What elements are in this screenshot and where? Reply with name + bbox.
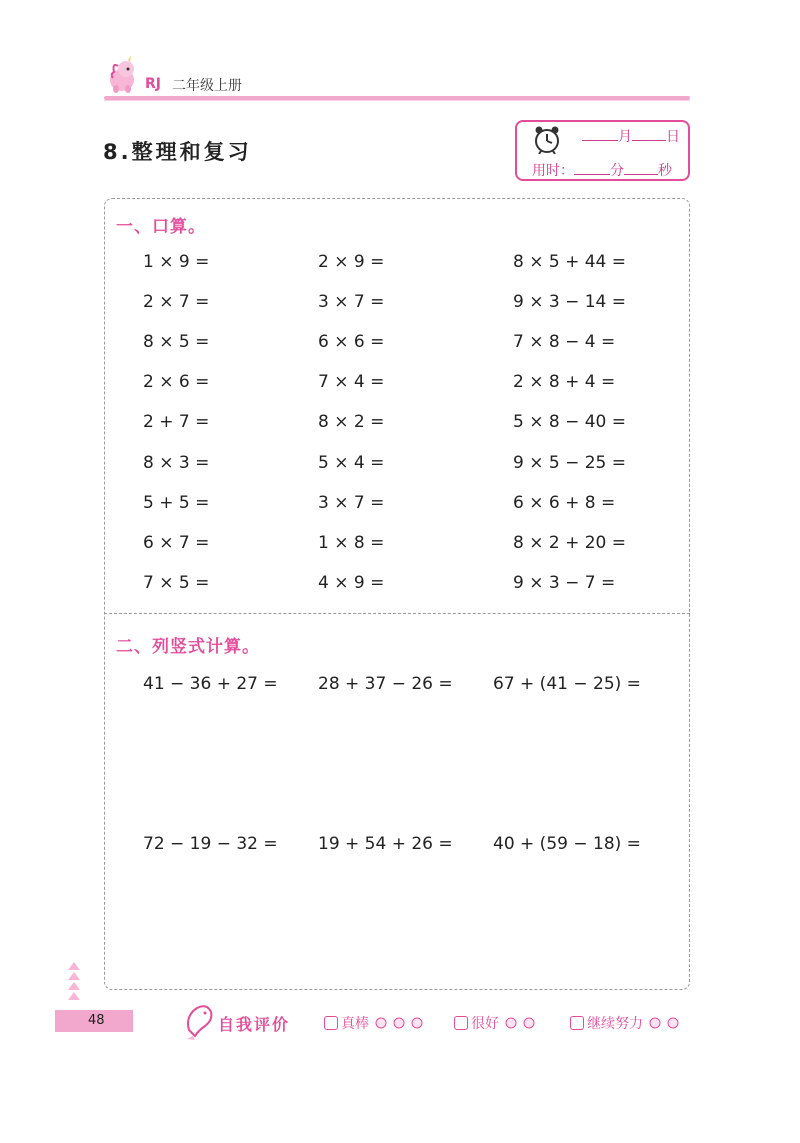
eval-option-label: 真棒 [341, 1016, 369, 1032]
oral-calc-problem: 7 × 8 − 4 = [513, 332, 616, 353]
oral-calc-problem: 6 × 6 = [318, 332, 385, 353]
vertical-calc-problem: 41 − 36 + 27 = [143, 674, 278, 694]
eval-option-good[interactable] [454, 1013, 537, 1033]
oral-calc-problem: 8 × 2 = [318, 412, 385, 433]
two-suns-icon [503, 1015, 537, 1031]
minute-label: 分 [610, 163, 624, 179]
oral-calc-problem: 2 + 7 = [143, 412, 210, 433]
oral-calc-problem: 8 × 3 = [143, 452, 210, 473]
oral-calc-problem: 9 × 3 − 7 = [513, 572, 616, 593]
vertical-calc-problem: 72 − 19 − 32 = [143, 834, 278, 854]
checkbox[interactable] [454, 1016, 468, 1030]
vertical-calc-problem: 19 + 54 + 26 = [318, 834, 453, 854]
oral-calc-problem: 2 × 8 + 4 = [513, 372, 616, 393]
oral-calc-problem: 2 × 6 = [143, 372, 210, 393]
page-number: 48 [88, 1013, 105, 1028]
oral-calc-problem: 5 × 8 − 40 = [513, 412, 627, 433]
oral-calc-problem: 1 × 8 = [318, 532, 385, 553]
oral-calc-problem: 8 × 2 + 20 = [513, 532, 627, 553]
three-suns-icon [373, 1015, 425, 1031]
book-title: 二年级上册 [172, 78, 242, 94]
vertical-calc-problem: 40 + (59 − 18) = [493, 834, 641, 854]
oral-calc-problem: 1 × 9 = [143, 252, 210, 272]
oral-calc-problem: 9 × 5 − 25 = [513, 452, 627, 473]
section-divider [104, 613, 690, 614]
day-label: 日 [666, 129, 680, 145]
eval-option-keep-trying[interactable] [570, 1013, 681, 1033]
edition-label: RJ [145, 76, 161, 92]
alarm-clock-icon [532, 124, 562, 154]
second-blank[interactable] [624, 160, 658, 175]
month-field[interactable] [582, 126, 680, 146]
time-label: 用时： [532, 163, 574, 179]
oral-calc-problem: 6 × 6 + 8 = [513, 492, 616, 513]
oral-calc-problem: 2 × 9 = [318, 252, 385, 272]
time-field[interactable] [532, 160, 672, 180]
oral-calc-problem: 7 × 5 = [143, 572, 210, 593]
checkbox[interactable] [570, 1016, 584, 1030]
unicorn-mascot-icon [104, 56, 140, 96]
checkbox[interactable] [324, 1016, 338, 1030]
vertical-calc-problem: 28 + 37 − 26 = [318, 674, 453, 694]
lesson-title: 8.整理和复习 [103, 140, 252, 164]
header-rule-thin [104, 100, 690, 101]
eval-option-label: 继续努力 [587, 1016, 643, 1032]
oral-calc-problem: 5 × 4 = [318, 452, 385, 473]
chevron-up-decoration-icon [64, 958, 84, 1006]
oral-calc-problem: 3 × 7 = [318, 492, 385, 513]
eval-option-label: 很好 [471, 1016, 499, 1032]
eval-option-great[interactable] [324, 1013, 425, 1033]
oral-calc-problem: 5 + 5 = [143, 492, 210, 513]
day-blank[interactable] [632, 126, 666, 141]
dolphin-mascot-icon [183, 1000, 217, 1040]
oral-calc-problem: 6 × 7 = [143, 532, 210, 553]
exercise-panel [104, 198, 690, 990]
month-label: 月 [618, 129, 632, 145]
oral-calc-problem: 8 × 5 + 44 = [513, 252, 627, 272]
self-evaluation-label: 自我评价 [218, 1015, 291, 1034]
minute-blank[interactable] [574, 160, 610, 175]
second-label: 秒 [658, 163, 672, 179]
oral-calc-problem: 2 × 7 = [143, 292, 210, 313]
section2-title: 二、列竖式计算。 [116, 637, 260, 657]
month-blank[interactable] [582, 126, 618, 141]
oral-calc-problem: 4 × 9 = [318, 572, 385, 593]
oral-calc-problem: 7 × 4 = [318, 372, 385, 393]
two-suns-icon [647, 1015, 681, 1031]
oral-calc-problem: 9 × 3 − 14 = [513, 292, 627, 313]
vertical-calc-problem: 67 + (41 − 25) = [493, 674, 641, 694]
oral-calc-problem: 3 × 7 = [318, 292, 385, 313]
oral-calc-problem: 8 × 5 = [143, 332, 210, 353]
section1-title: 一、口算。 [116, 217, 206, 237]
